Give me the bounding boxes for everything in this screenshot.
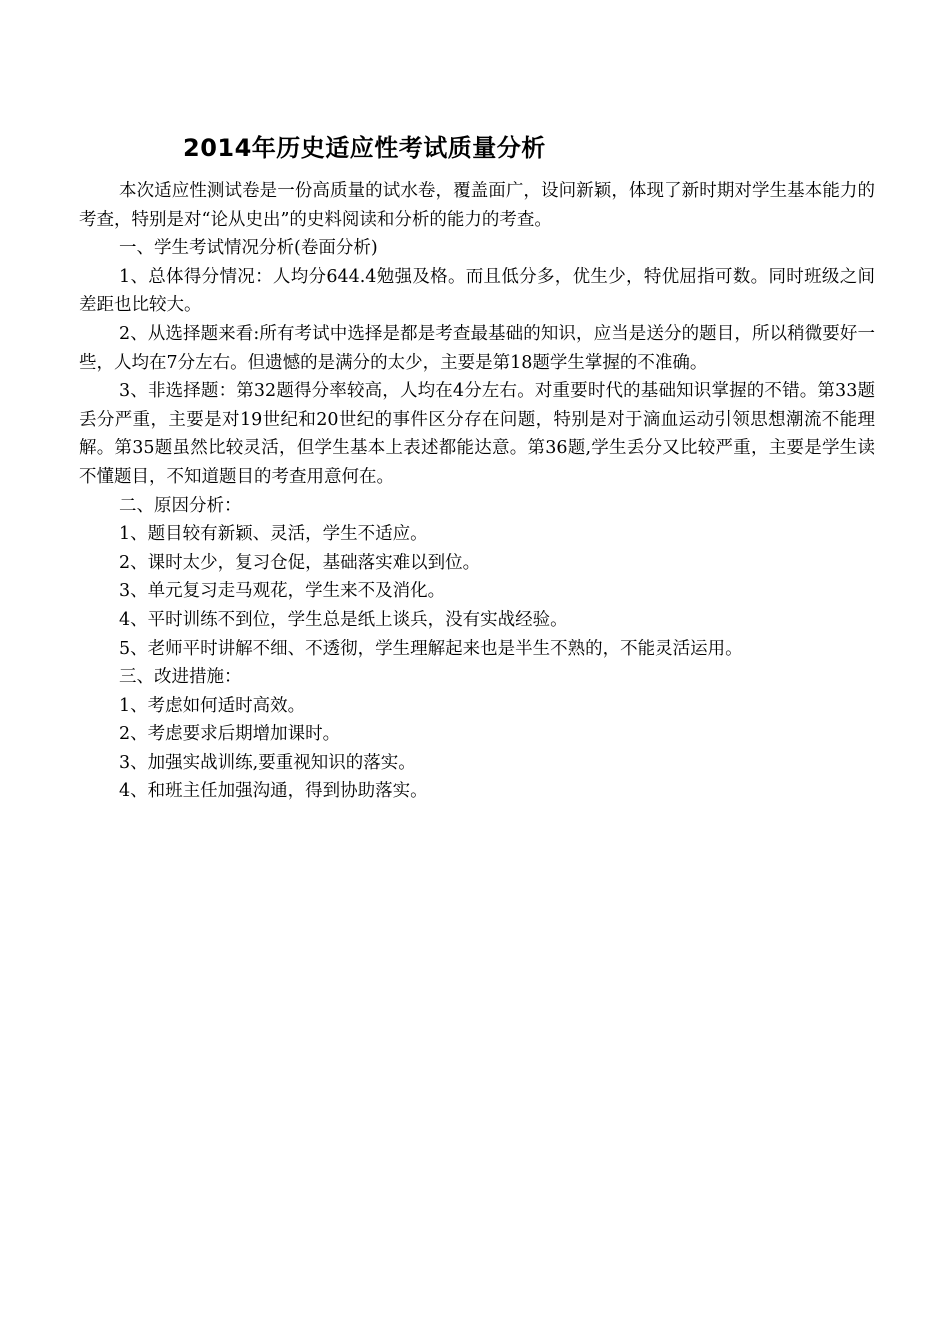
intro-paragraph: 本次适应性测试卷是一份高质量的试水卷，覆盖面广，设问新颖，体现了新时期对学生基本能力的考查，特别是对“论从史出”的史料阅读和分析的能力的考查。 bbox=[79, 181, 875, 230]
measure-item-4: 4、和班主任加强沟通，得到协助落实。 bbox=[119, 781, 428, 802]
cause-item-4: 4、平时训练不到位，学生总是纸上谈兵，没有实战经验。 bbox=[119, 609, 568, 630]
cause-item-2: 2、课时太少，复习仓促，基础落实难以到位。 bbox=[119, 552, 481, 573]
section-heading-causes: 二、原因分析： bbox=[119, 495, 242, 516]
analysis-item-3: 3、非选择题：第32题得分率较高，人均在4分左右。对重要时代的基础知识掌握的不错。第33题丢分严重，主要是对19世纪和20世纪的事件区分存在问题，特别是对于滴血运动引领思想潮流不能理解。第35题虽然比较灵活，但学生基本上表述都能达意。第36题,学生丢分又比较严重，主要是学生读不懂题目，不知道题目的考查用意何在。 bbox=[79, 381, 875, 487]
document-body bbox=[79, 177, 875, 806]
analysis-item-2: 2、从选择题来看:所有考试中选择是都是考查最基础的知识，应当是送分的题目，所以稍微要好一些，人均在7分左右。但遗憾的是满分的太少，主要是第18题学生掌握的不准确。 bbox=[79, 323, 875, 373]
cause-item-1: 1、题目较有新颖、灵活，学生不适应。 bbox=[119, 524, 428, 545]
measure-item-2: 2、考虑要求后期增加课时。 bbox=[119, 724, 341, 745]
document-title: 2014年历史适应性考试质量分析 bbox=[183, 134, 546, 162]
cause-item-5: 5、老师平时讲解不细、不透彻，学生理解起来也是半生不熟的，不能灵活运用。 bbox=[119, 638, 743, 659]
analysis-item-1: 1、总体得分情况：人均分644.4勉强及格。而且低分多，优生少，特优屈指可数。同时班级之间差距也比较大。 bbox=[79, 266, 875, 316]
cause-item-3: 3、单元复习走马观花，学生来不及消化。 bbox=[119, 581, 446, 602]
measure-item-1: 1、考虑如何适时高效。 bbox=[119, 695, 306, 716]
section-heading-analysis: 一、学生考试情况分析(卷面分析) bbox=[119, 238, 378, 259]
section-heading-measures: 三、改进措施： bbox=[119, 667, 242, 688]
measure-item-3: 3、加强实战训练,要重视知识的落实。 bbox=[119, 752, 416, 773]
